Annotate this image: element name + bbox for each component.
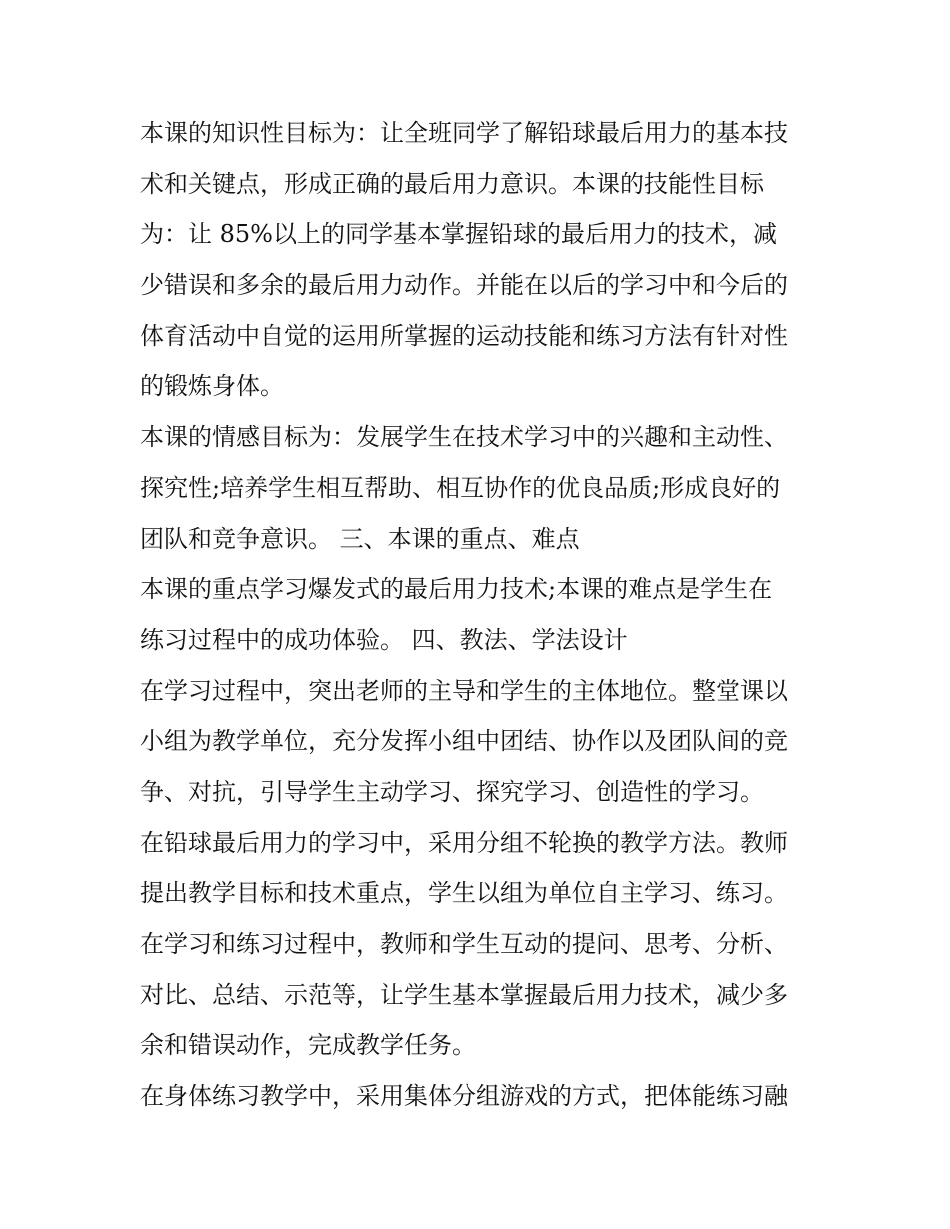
text-line: 本课的重点学习爆发式的最后用力技术;本课的难点是学生在 <box>140 575 773 604</box>
text-line: 探究性;培养学生相互帮助、相互协作的优良品质;形成良好的 <box>140 473 781 502</box>
text-line: 练习过程中的成功体验。 四、教法、学法设计 <box>140 625 628 654</box>
text-line: 在学习过程中，突出老师的主导和学生的主体地位。整堂课以 <box>140 676 788 705</box>
text-line: 争、对抗，引导学生主动学习、探究学习、创造性的学习。 <box>140 777 764 806</box>
text-line: 为：让 85%以上的同学基本掌握铅球的最后用力的技术，减 <box>140 220 777 249</box>
text-line: 余和错误动作，完成教学任务。 <box>140 1031 476 1060</box>
text-line: 少错误和多余的最后用力动作。并能在以后的学习中和今后的 <box>140 271 788 300</box>
text-line: 体育活动中自觉的运用所掌握的运动技能和练习方法有针对性 <box>140 321 788 350</box>
text-line: 的锻炼身体。 <box>140 372 284 401</box>
text-line: 在学习和练习过程中，教师和学生互动的提问、思考、分析、 <box>140 930 788 958</box>
text-line: 在铅球最后用力的学习中，采用分组不轮换的教学方法。教师 <box>140 828 788 857</box>
text-line: 本课的知识性目标为：让全班同学了解铅球最后用力的基本技 <box>140 119 788 147</box>
text-line: 提出教学目标和技术重点，学生以组为单位自主学习、练习。 <box>140 879 788 908</box>
text-line: 在身体练习教学中，采用集体分组游戏的方式，把体能练习融 <box>140 1082 788 1111</box>
text-line: 对比、总结、示范等，让学生基本掌握最后用力技术，减少多 <box>140 980 788 1009</box>
text-line: 团队和竞争意识。 三、本课的重点、难点 <box>140 524 580 553</box>
text-line: 本课的情感目标为：发展学生在技术学习中的兴趣和主动性、 <box>140 423 788 452</box>
text-line: 术和关键点，形成正确的最后用力意识。本课的技能性目标 <box>140 169 764 198</box>
body-text <box>140 108 830 1122</box>
text-line: 小组为教学单位，充分发挥小组中团结、协作以及团队间的竞 <box>140 727 788 756</box>
